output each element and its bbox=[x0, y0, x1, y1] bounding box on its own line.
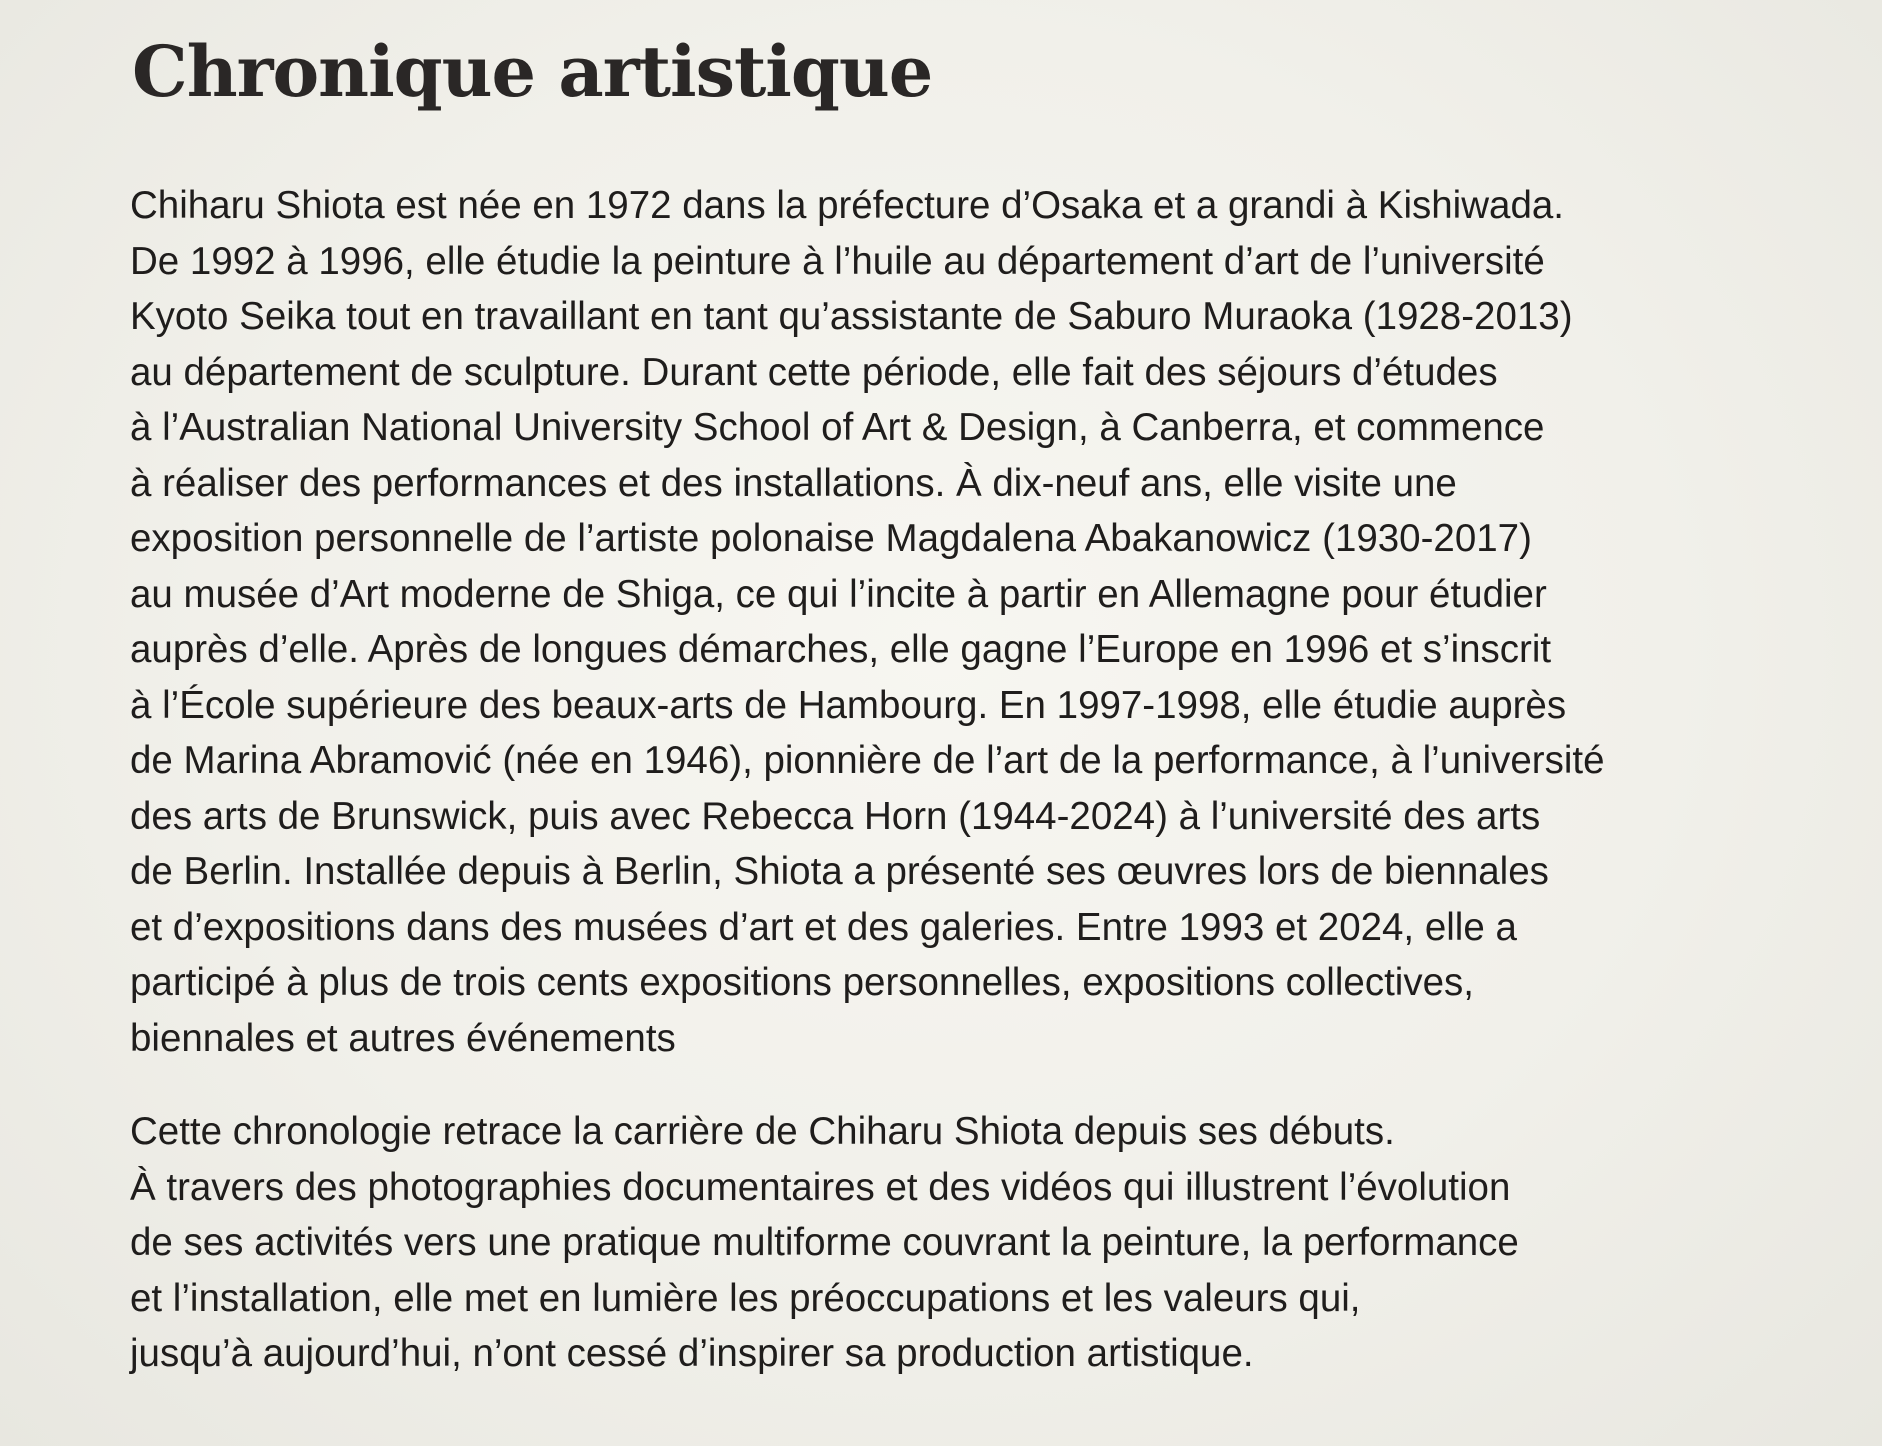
text-line: Cette chronologie retrace la carrière de Chiharu Shiota depuis ses débuts. bbox=[130, 1110, 1395, 1153]
text-line: biennales et autres événements bbox=[130, 1016, 676, 1060]
text-line: à l’Australian National University School of Art & Design, à Canberra, et commence bbox=[130, 406, 1545, 449]
text-line: et d’expositions dans des musées d’art et des galeries. Entre 1993 et 2024, elle a bbox=[130, 905, 1517, 949]
text-line: À travers des photographies documentaires et des vidéos qui illustrent l’évolution bbox=[130, 1165, 1511, 1209]
text-line: des arts de Brunswick, puis avec Rebecca Horn (1944-2024) à l’université des arts bbox=[130, 794, 1541, 838]
text-line: exposition personnelle de l’artiste polonaise Magdalena Abakanowicz (1930-2017) bbox=[130, 517, 1532, 560]
text-line: à l’École supérieure des beaux-arts de Hambourg. En 1997-1998, elle étudie auprès bbox=[130, 683, 1567, 727]
chronology-paragraph bbox=[130, 1104, 1519, 1382]
text-line: de Marina Abramović (née en 1946), pionnière de l’art de la performance, à l’université bbox=[130, 739, 1605, 782]
biography-paragraph bbox=[130, 178, 1605, 1066]
text-line: au département de sculpture. Durant cette période, elle fait des séjours d’études bbox=[130, 350, 1498, 394]
text-line: Kyoto Seika tout en travaillant en tant qu’assistante de Saburo Muraoka (1928-2013) bbox=[130, 295, 1573, 338]
text-line: de Berlin. Installée depuis à Berlin, Shiota a présenté ses œuvres lors de biennales bbox=[130, 850, 1549, 893]
text-line: auprès d’elle. Après de longues démarches, elle gagne l’Europe en 1996 et s’inscrit bbox=[130, 628, 1552, 671]
text-line: à réaliser des performances et des installations. À dix-neuf ans, elle visite une bbox=[130, 461, 1457, 505]
text-line: participé à plus de trois cents expositions personnelles, expositions collectives, bbox=[130, 961, 1474, 1004]
text-line: De 1992 à 1996, elle étudie la peinture à l’huile au département d’art de l’université bbox=[130, 239, 1545, 283]
text-line: au musée d’Art moderne de Shiga, ce qui l’incite à partir en Allemagne pour étudier bbox=[130, 572, 1547, 616]
text-line: et l’installation, elle met en lumière les préoccupations et les valeurs qui, bbox=[130, 1276, 1361, 1320]
text-line: Chiharu Shiota est née en 1972 dans la préfecture d’Osaka et a grandi à Kishiwada. bbox=[130, 184, 1564, 227]
page-title: Chronique artistique bbox=[132, 30, 933, 113]
text-line: de ses activités vers une pratique multiforme couvrant la peinture, la performance bbox=[130, 1221, 1519, 1264]
text-line: jusqu’à aujourd’hui, n’ont cessé d’inspirer sa production artistique. bbox=[130, 1332, 1254, 1375]
